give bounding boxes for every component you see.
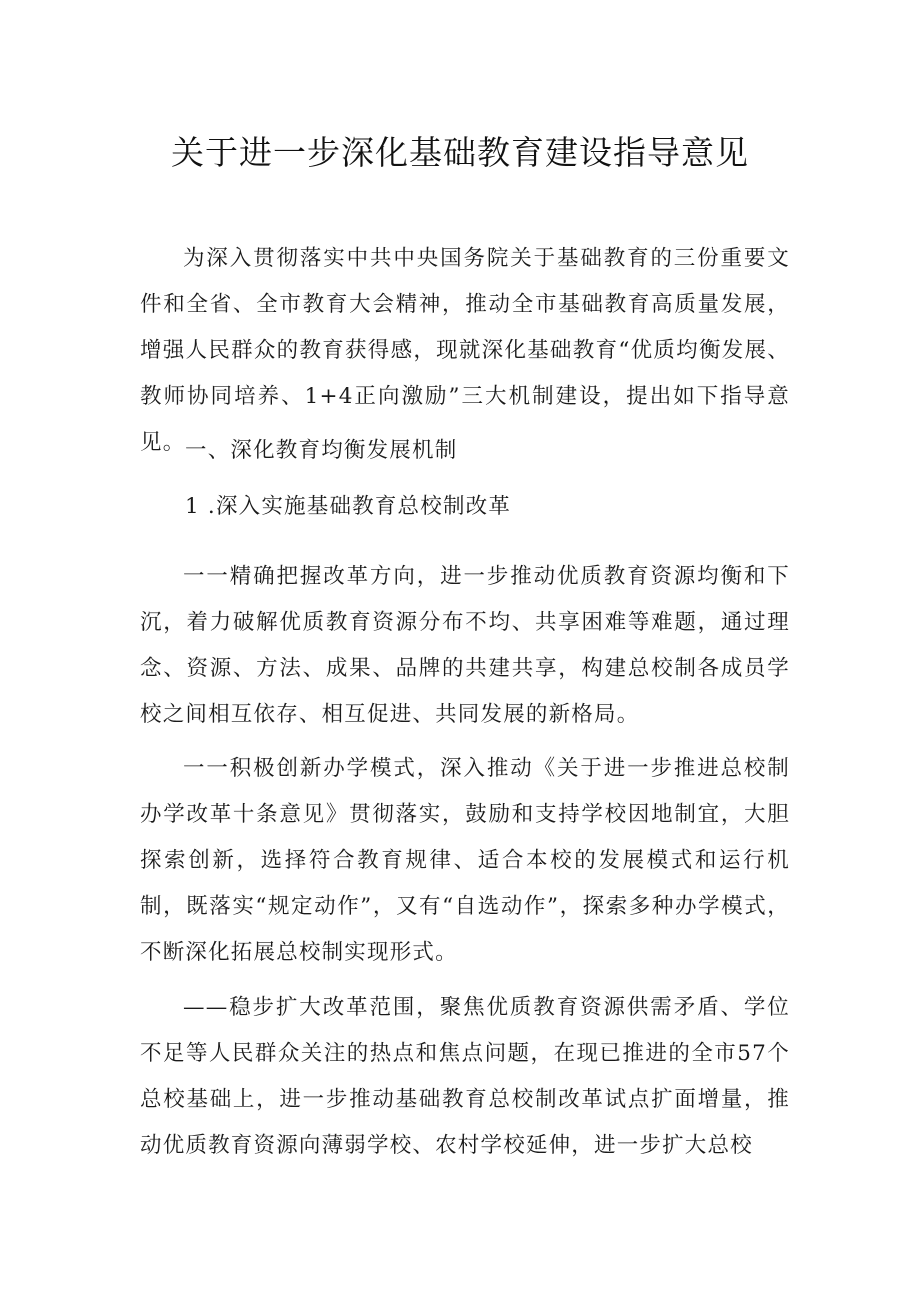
bullet-paragraph: 一一精确把握改革方向，进一步推动优质教育资源均衡和下沉，着力破解优质教育资源分布不均、共享困难等难题，通过理念、资源、方法、成果、品牌的共建共享，构建总校制各成员学校之间相互依存、相互促进、共同发展的新格局。 xyxy=(140,564,790,727)
bullet-paragraph: 一一积极创新办学模式，深入推动《关于进一步推进总校制办学改革十条意见》贯彻落实，鼓励和支持学校因地制宜，大胆探索创新，选择符合教育规律、适合本校的发展模式和运行机制，既落实“规定动作”，又有“自选动作”，探索多种办学模式，不断深化拓展总校制实现形式。 xyxy=(140,756,790,965)
subsection-heading: 1 .深入实施基础教育总校制改革 xyxy=(185,494,512,519)
intro-paragraph: 为深入贯彻落实中共中央国务院关于基础教育的三份重要文件和全省、全市教育大会精神，推动全市基础教育高质量发展，增强人民群众的教育获得感，现就深化基础教育“优质均衡发展、教师协同培养、1+4正向激励”三大机制建设，提出如下指导意见。 xyxy=(140,246,790,455)
document-title: 关于进一步深化基础教育建设指导意见 xyxy=(171,133,749,172)
section-heading: 一、深化教育均衡发展机制 xyxy=(185,438,458,463)
bullet-paragraph: ——稳步扩大改革范围，聚焦优质教育资源供需矛盾、学位不足等人民群众关注的热点和焦点问题，在现已推进的全市57个总校基础上，进一步推动基础教育总校制改革试点扩面增量，推动优质教育资源向薄弱学校、农村学校延伸，进一步扩大总校 xyxy=(140,995,790,1158)
